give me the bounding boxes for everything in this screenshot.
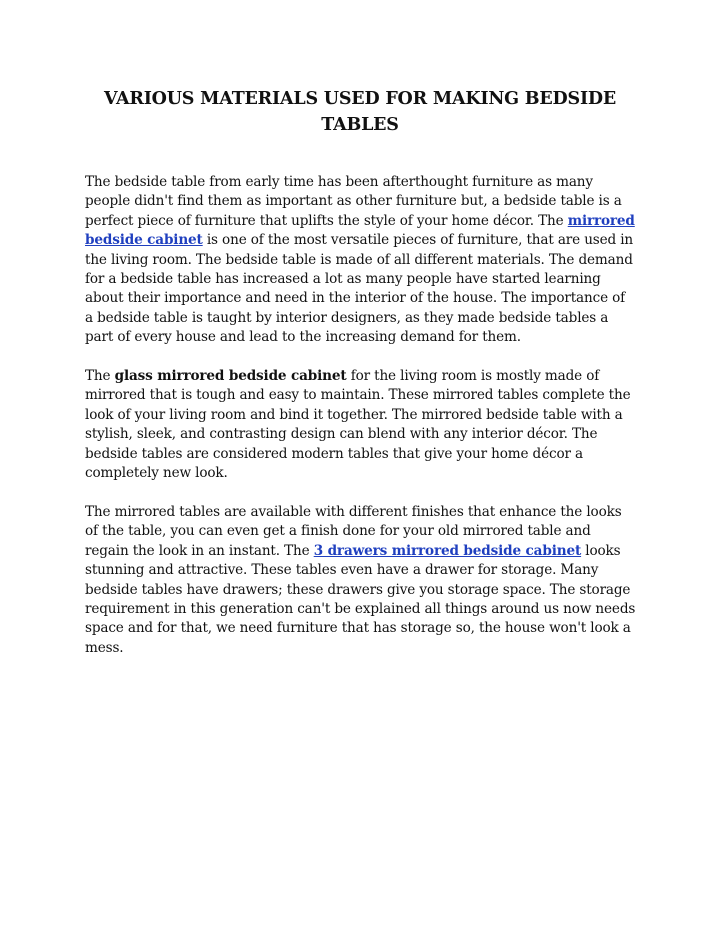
paragraph-3-text-start: The mirrored tables are available with different finishes that enhance the looks of the table, you can even get a finish done for your old mirrored table and regain the look in an instant. The (85, 503, 622, 559)
glass-mirrored-bedside-cabinet-bold: glass mirrored bedside cabinet (114, 368, 347, 385)
paragraph-3 (85, 503, 637, 658)
paragraph-3-text-end: looks stunning and attractive. These tables even have a drawer for storage. Many bedside tables have drawers; these drawers give you storage space. The storage requirement in this generation can't be explained all things around us now needs space and for that, we need furniture that has storage so, the house won't look a mess. (85, 542, 636, 656)
paragraph-1 (85, 173, 637, 348)
paragraph-2 (85, 367, 637, 483)
paragraph-1-text-start: The bedside table from early time has been afterthought furniture as many people didn't find them as important as other furniture but, a bedside table is a perfect piece of furniture that uplifts the style of your home décor. The (85, 174, 622, 229)
paragraph-2-text-end: for the living room is mostly made of mirrored that is tough and easy to maintain. These mirrored tables complete the look of your living room and bind it together. The mirrored bedside table with a stylish, sleek, and contrasting design can blend with any interior décor. The bedside tables are considered modern tables that give your home décor a completely new look. (85, 368, 631, 482)
mirrored-bedside-cabinet-link[interactable]: mirrored bedside cabinet (85, 212, 635, 249)
paragraph-1-text-end: is one of the most versatile pieces of furniture, that are used in the living room. The bedside table is made of all different materials. The demand for a bedside table has increased a lot as many people have started learning about their importance and need in the interior of the house. The importance of a bedside table is taught by interior designers, as they made bedside tables a part of every house and lead to the increasing demand for them. (85, 232, 634, 346)
paragraph-2-text-start: The (85, 368, 115, 385)
three-drawers-mirrored-bedside-cabinet-link[interactable]: 3 drawers mirrored bedside cabinet (313, 542, 582, 559)
document-body (85, 173, 637, 678)
document-title: VARIOUS MATERIALS USED FOR MAKING BEDSIDE TABLES (103, 89, 617, 135)
